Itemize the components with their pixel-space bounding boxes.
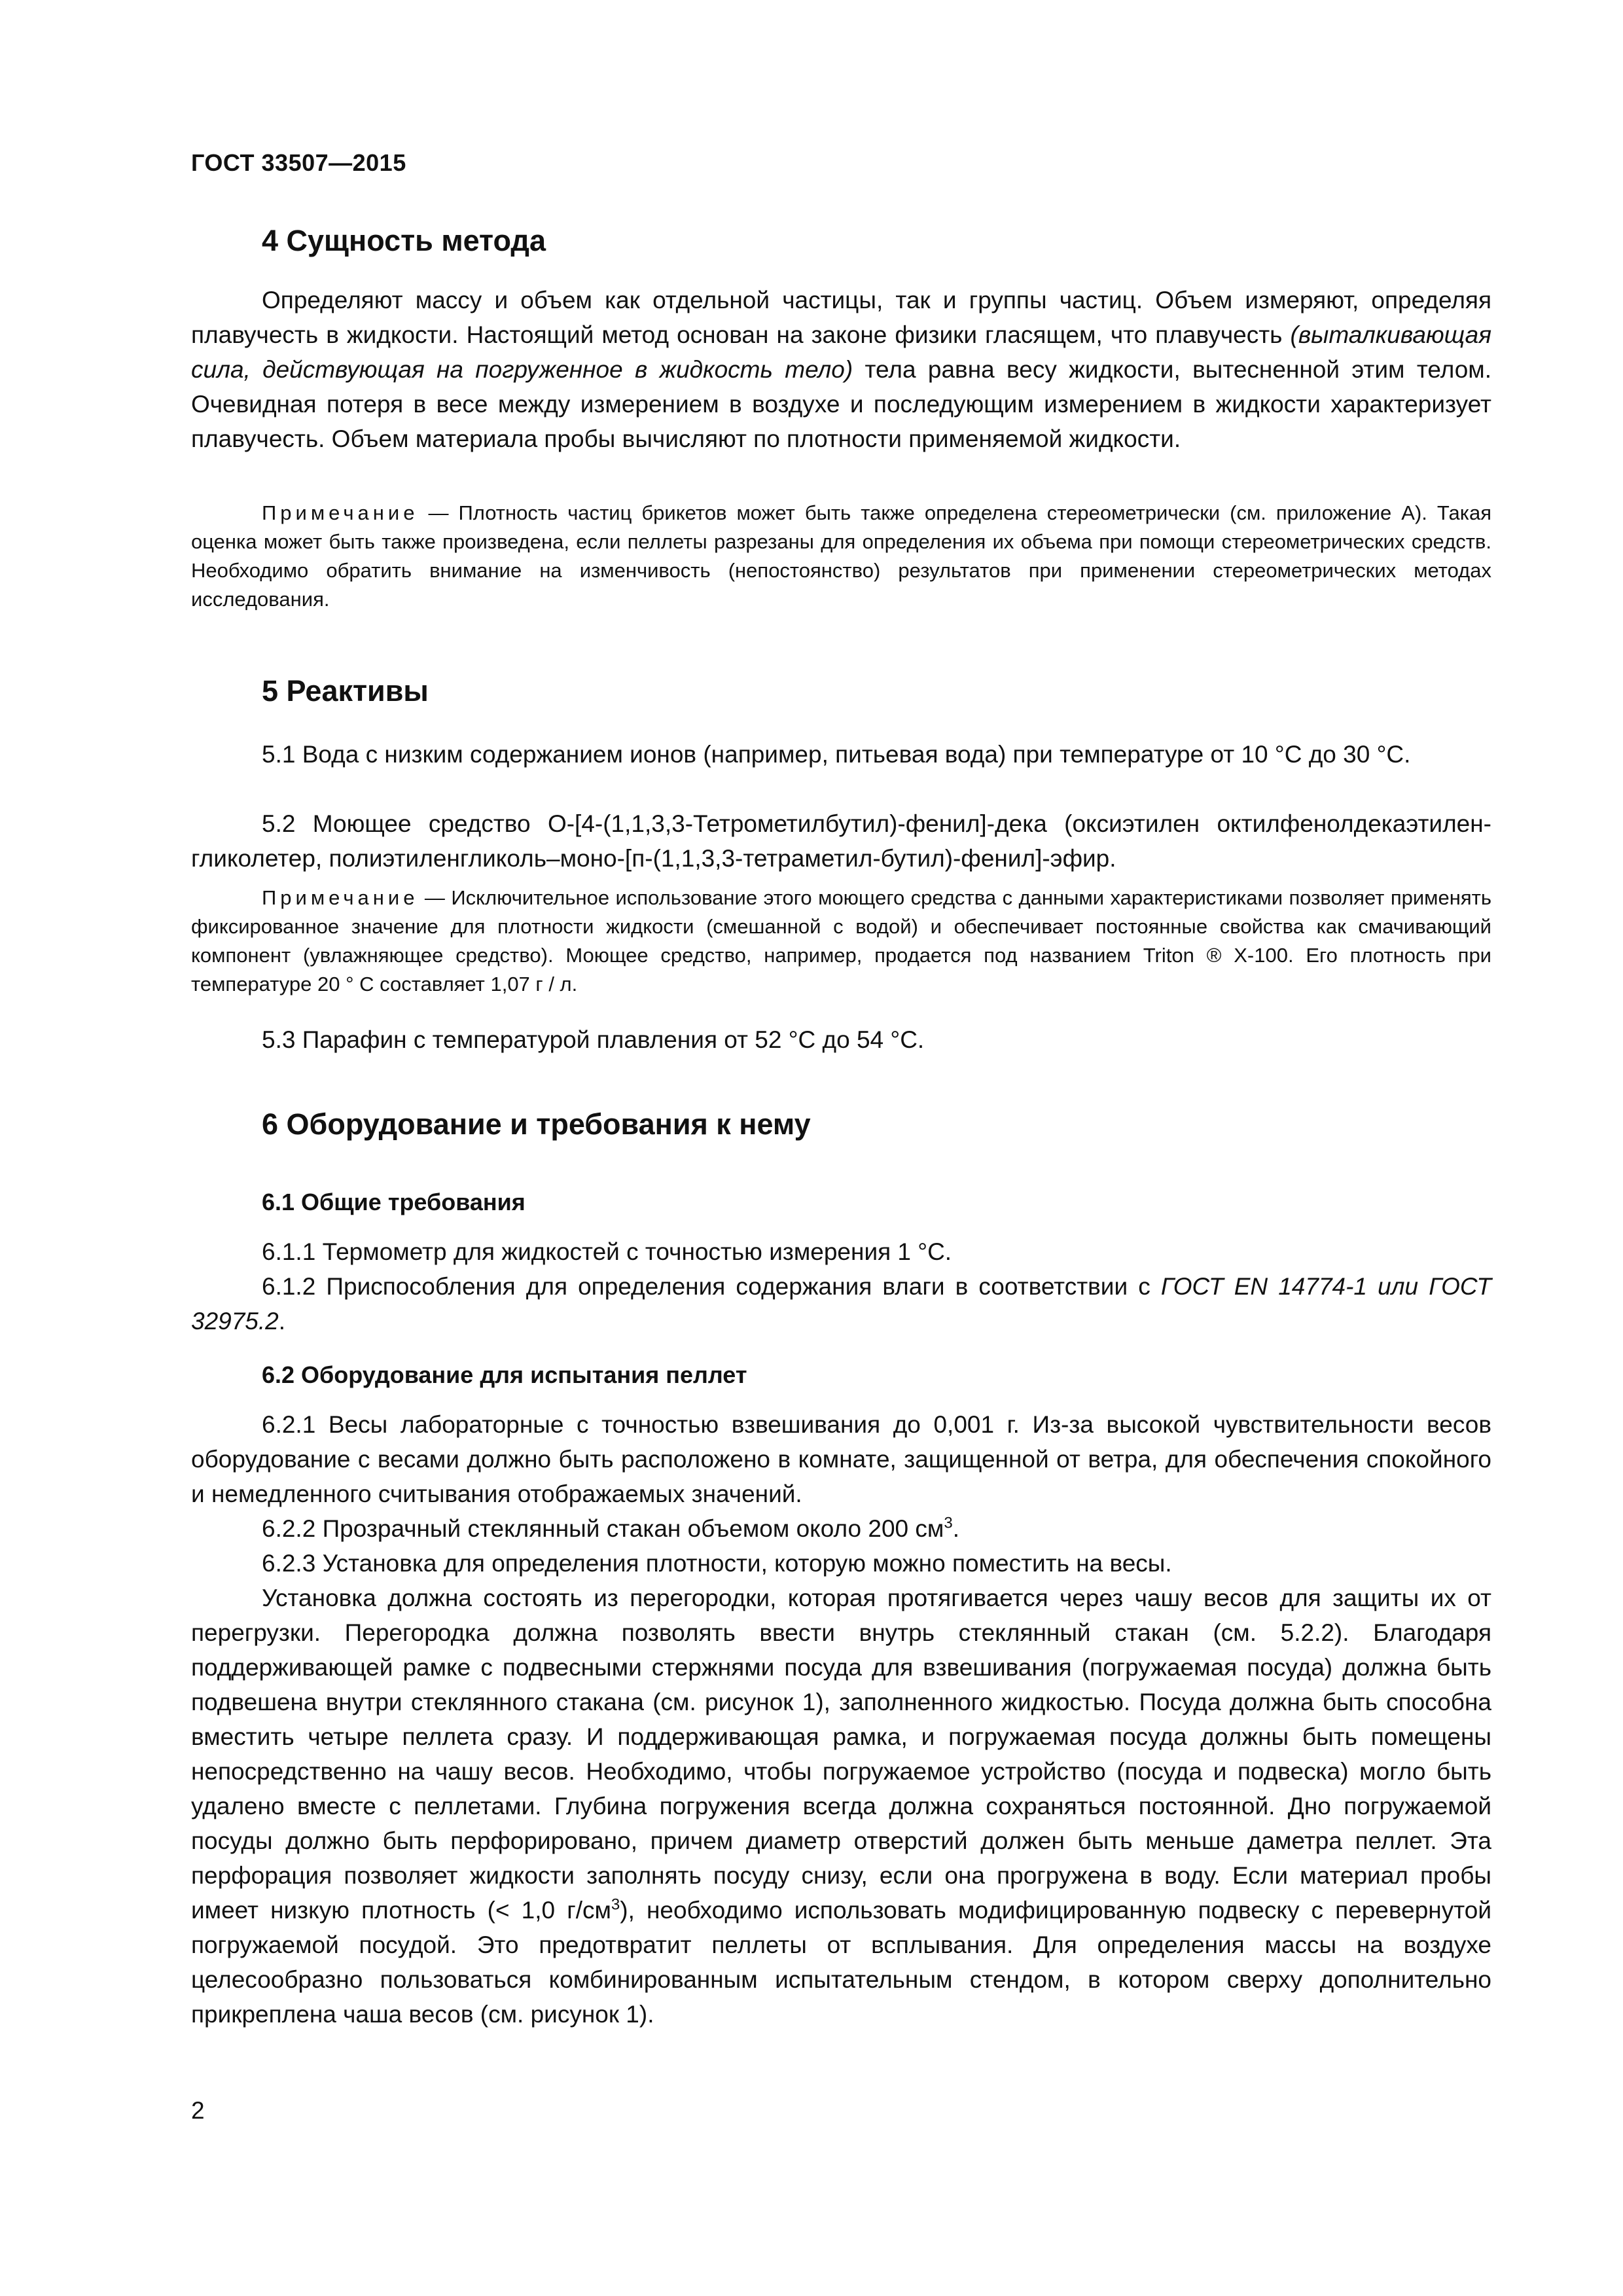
note-label: Примечание xyxy=(262,501,419,524)
note-text: — Плотность частиц брикетов может быть также определена стереометрически (см. приложение А). Такая оценка может быть также произведена, если пеллеты разрезаны для определения их объема при помощи стереометрических средств. Необходимо обратить внимание на изменчивость (непостоянство) результатов при применении стереометрических методах исследования. xyxy=(191,501,1491,611)
section-5-note xyxy=(191,884,1491,999)
section-5-title: 5 Реактивы xyxy=(262,674,429,708)
paragraph-5-3: 5.3 Парафин с температурой плавления от 52 °С до 54 °С. xyxy=(262,1026,925,1053)
section-4-italic-phrase: (выталкивающая сила, действующая на погруженное в жидкость тело) xyxy=(191,321,1491,383)
subsection-6-1-title: 6.1 Общие требования xyxy=(262,1189,526,1215)
page-number: 2 xyxy=(191,2097,205,2124)
paragraph-6-2-3-details xyxy=(191,1581,1491,2032)
paragraph-5-1: 5.1 Вода с низким содержанием ионов (например, питьевая вода) при температуре от 10 °С до 30 °С. xyxy=(262,741,1411,768)
paragraph-6-2-2-end: . xyxy=(952,1515,959,1542)
section-4-text-a: Определяют массу и объем как отдельной частицы, так и группы частиц. Объем измеряют, определяя плавучесть в жидкости. Настоящий метод основан на законе физики гласящем, что плавучесть xyxy=(191,287,1491,348)
paragraph-6-1-1: 6.1.1 Термометр для жидкостей с точностью измерения 1 °С. xyxy=(262,1238,952,1265)
superscript-3: 3 xyxy=(944,1514,953,1532)
paragraph-6-2-2-text: 6.2.2 Прозрачный стеклянный стакан объемом около 200 см xyxy=(262,1515,944,1542)
section-4-paragraph xyxy=(191,283,1491,456)
paragraph-6-1-2-standard-refs: ГОСТ EN 14774-1 или ГОСТ 32975.2 xyxy=(191,1273,1491,1335)
note-text: — Исключительное использование этого моющего средства с данными характеристиками позволяет применять фиксированное значение для плотности жидкости (смешанной с водой) и обеспечивает постоянные свойства как смачивающий компонент (увлажняющее средство). Моющее средство, например, продается под названием Triton ® X-100. Его плотность при температуре 20 ° С составляет 1,07 г / л. xyxy=(191,886,1491,996)
paragraph-5-2: 5.2 Моющее средство О-[4-(1,1,3,3-Тетрометилбутил)-фенил]-дека (оксиэтилен октилфенолдекаэтилен-гликолетер, полиэтиленгликоль–моно-[п-(1,1,3,3-тетраметил-бутил)-фенил]-эфир. xyxy=(191,810,1491,872)
document-header: ГОСТ 33507—2015 xyxy=(191,149,406,176)
paragraph-6-2-2 xyxy=(191,1511,1491,1546)
section-4-title: 4 Сущность метода xyxy=(262,224,546,257)
paragraph-6-1-2-end: . xyxy=(278,1308,286,1335)
note-label: Примечание xyxy=(262,886,419,909)
paragraph-6-2-1: 6.2.1 Весы лабораторные с точностью взвешивания до 0,001 г. Из-за высокой чувствительности весов оборудование с весами должно быть расположено в комнате, защищенной от ветра, для обеспечения спокойного и немедленного считывания отображаемых значений. xyxy=(191,1411,1491,1507)
superscript-3: 3 xyxy=(611,1895,620,1914)
section-4-text-b: тела равна весу жидкости, вытесненной этим телом. Очевидная потеря в весе между измерением в воздухе и последующим измерением в жидкости характеризует плавучесть. Объем материала пробы вычисляют по плотности применяемой жидкости. xyxy=(191,356,1491,452)
subsection-6-2-title: 6.2 Оборудование для испытания пеллет xyxy=(262,1361,747,1388)
paragraph-6-2-3: 6.2.3 Установка для определения плотности, которую можно поместить на весы. xyxy=(262,1550,1172,1577)
details-text-a: Установка должна состоять из перегородки, которая протягивается через чашу весов для защиты их от перегрузки. Перегородка должна позволять ввести внутрь стеклянный стакан (см. 5.2.2). Благодаря поддерживающей рамке с подвесными стержнями посуда для взвешивания (погружаемая посуда) должна быть подвешена внутри стеклянного стакана (см. рисунок 1), заполненного жидкостью. Посуда должна быть способна вместить четыре пеллета сразу. И поддерживающая рамка, и погружаемая посуда должны быть помещены непосредственно на чашу весов. Необходимо, чтобы погружаемое устройство (посуда и подвеска) могло быть удалено вместе с пеллетами. Глубина погружения всегда должна сохраняться постоянной. Дно погружаемой посуды должно быть перфорировано, причем диаметр отверстий должен быть меньше даметра пеллет. Эта перфорация позволяет жидкости заполнять посуду снизу, если она прогружена в воду. Если материал пробы имеет низкую плотность (< 1,0 г/см xyxy=(191,1585,1491,1924)
section-6-title: 6 Оборудование и требования к нему xyxy=(262,1107,811,1141)
section-4-note xyxy=(191,499,1491,614)
paragraph-6-1-2-text: 6.1.2 Приспособления для определения содержания влаги в соответствии с xyxy=(262,1273,1161,1300)
paragraph-6-1-2 xyxy=(191,1269,1491,1338)
details-text-b: ), необходимо использовать модифицированную подвеску с перевернутой погружаемой посудой. Это предотвратит пеллеты от всплывания. Для определения массы на воздухе целесообразно пользоваться комбинированным испытательным стендом, в котором сверху дополнительно прикреплена чаша весов (см. рисунок 1). xyxy=(191,1897,1491,2028)
